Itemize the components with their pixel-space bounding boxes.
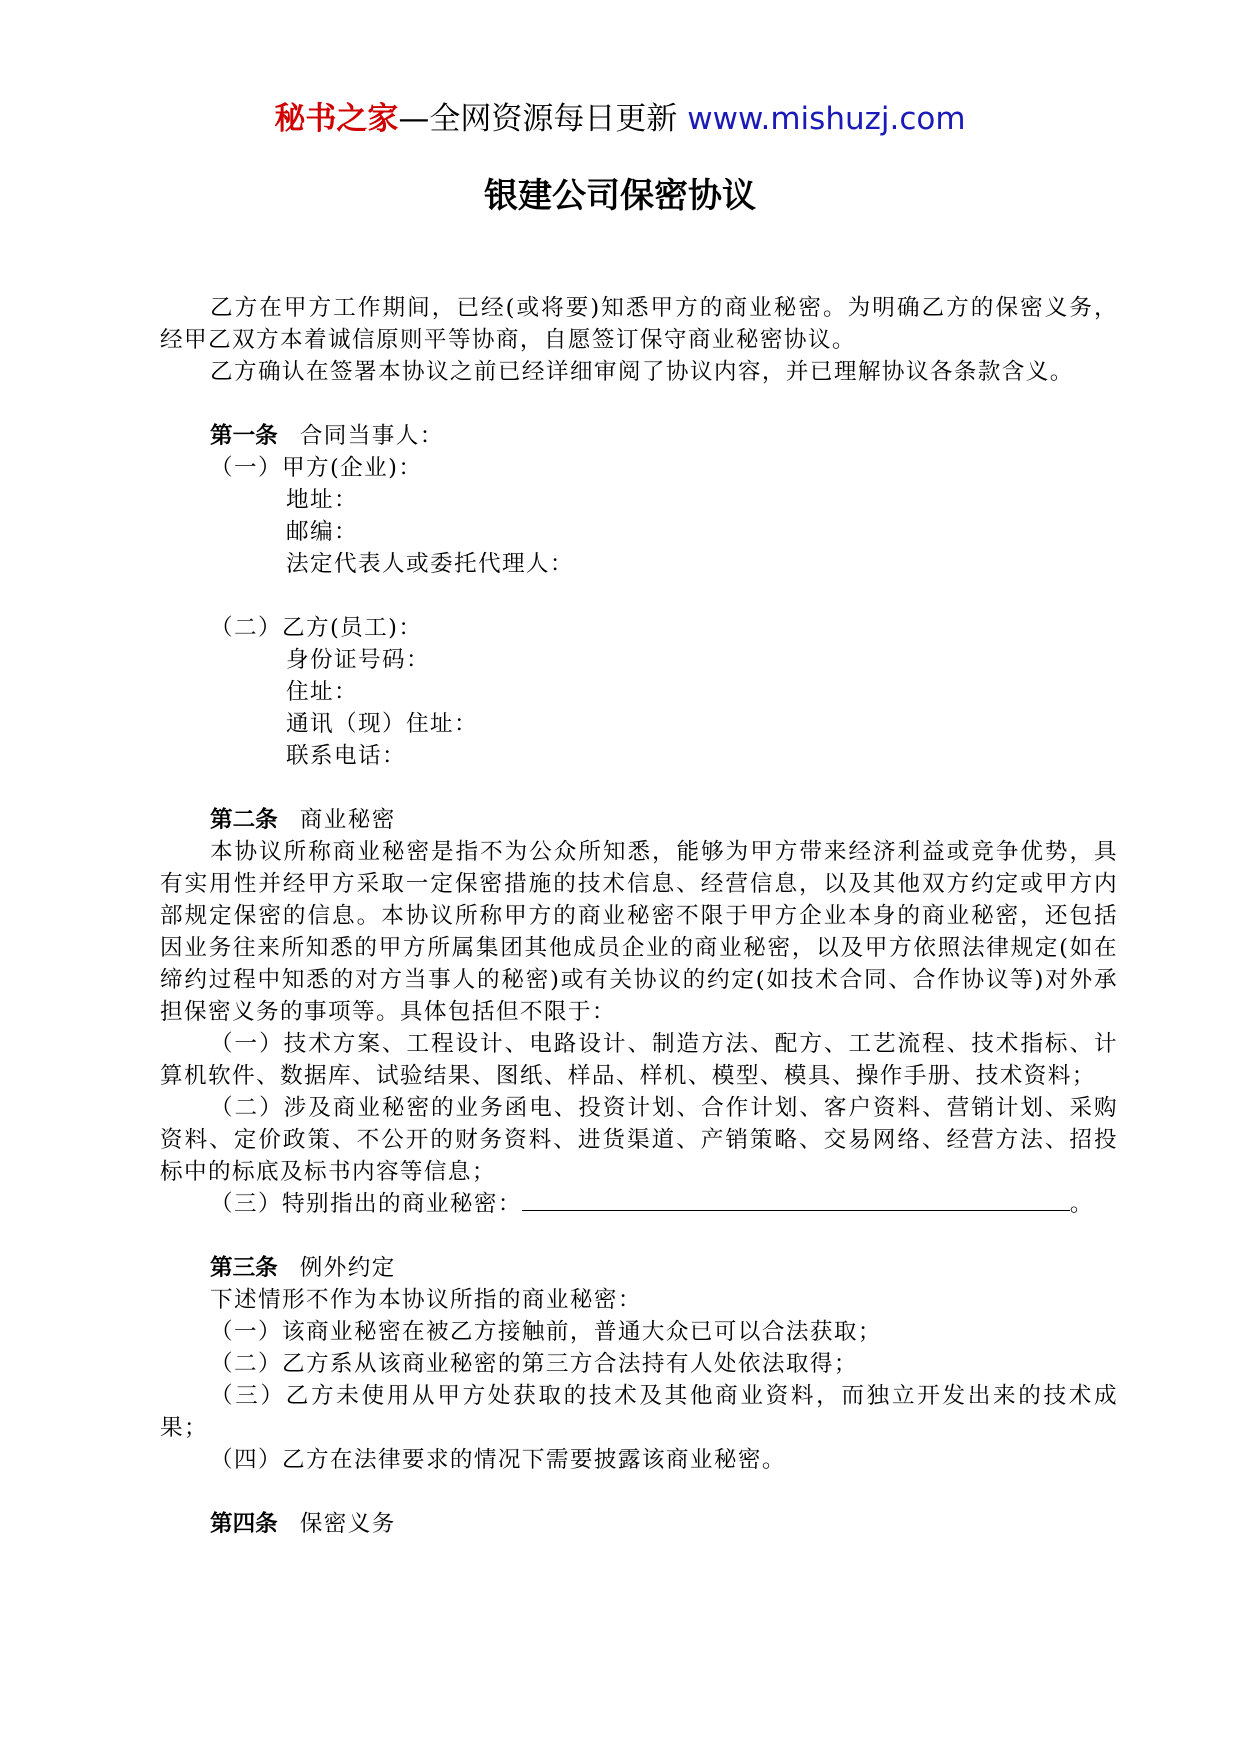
article-4-heading: [160, 1508, 1118, 1540]
article-3-item: （一）该商业秘密在被乙方接触前，普通大众已可以合法获取；: [210, 1319, 882, 1345]
article-3-item: （三）乙方未使用从甲方处获取的技术及其他商业资料，而独立开发出来的技术成果；: [160, 1383, 1118, 1441]
article-4-title: 保密义务: [299, 1511, 396, 1537]
article-3-item: （四）乙方在法律要求的情况下需要披露该商业秘密。: [210, 1447, 786, 1473]
header-tagline: —全网资源每日更新: [398, 101, 678, 137]
article-2-paragraph: 本协议所称商业秘密是指不为公众所知悉，能够为甲方带来经济利益或竞争优势，具有实用性并经甲方采取一定保密措施的技术信息、经营信息，以及其他双方约定或甲方内部规定保密的信息。本协议所称甲方的商业秘密不限于甲方企业本身的商业秘密，还包括因业务往来所知悉的甲方所属集团其他成员企业的商业秘密，以及甲方依照法律规定(如在缔约过程中知悉的对方当事人的秘密)或有关协议的约定(如技术合同、合作协议等)对外承担保密义务的事项等。具体包括但不限于：: [160, 839, 1118, 1025]
article-1-heading: [160, 420, 1118, 452]
party-b-id-field: 身份证号码：: [286, 647, 430, 673]
party-a-representative-field: 法定代表人或委托代理人：: [286, 551, 574, 577]
article-2-item-3: [160, 1188, 1118, 1220]
article-3-number: 第三条: [210, 1255, 278, 1281]
article-1-title: 合同当事人：: [299, 423, 444, 449]
intro-paragraph-2: 乙方确认在签署本协议之前已经详细审阅了协议内容，并已理解协议各条款含义。: [210, 359, 1074, 385]
article-3-heading: [160, 1252, 1118, 1284]
article-3-title: 例外约定: [299, 1255, 396, 1281]
party-a-postcode-field: 邮编：: [286, 519, 358, 545]
site-url-link[interactable]: www.mishuzj.com: [687, 101, 966, 137]
article-4-number: 第四条: [210, 1511, 278, 1537]
article-2-item-1: （一）技术方案、工程设计、电路设计、制造方法、配方、工艺流程、技术指标、计算机软件、数据库、试验结果、图纸、样品、样机、模型、模具、操作手册、技术资料；: [160, 1031, 1118, 1089]
party-b-phone-field: 联系电话：: [286, 743, 406, 769]
article-2-number: 第二条: [210, 807, 278, 833]
spacer: [160, 1476, 1118, 1508]
party-a-address-field: 地址：: [286, 487, 358, 513]
document-title: 银建公司保密协议: [484, 176, 756, 216]
spacer: [160, 388, 1118, 420]
party-b-current-address-field: 通讯（现）住址：: [286, 711, 478, 737]
article-1-number: 第一条: [210, 423, 278, 449]
party-b-label: （二）乙方(员工)：: [210, 615, 423, 641]
spacer: [160, 772, 1118, 804]
party-b-address-field: 住址：: [286, 679, 358, 705]
fill-in-blank-line: [522, 1188, 1070, 1211]
article-3-item: （二）乙方系从该商业秘密的第三方合法持有人处依法取得；: [210, 1351, 858, 1377]
article-2-item-2: （二）涉及商业秘密的业务函电、投资计划、合作计划、客户资料、营销计划、采购资料、定价政策、不公开的财务资料、进货渠道、产销策略、交易网络、经营方法、招投标中的标底及标书内容等信息；: [160, 1095, 1118, 1185]
intro-paragraph-1: 乙方在甲方工作期间，已经(或将要)知悉甲方的商业秘密。为明确乙方的保密义务，经甲乙双方本着诚信原则平等协商，自愿签订保守商业秘密协议。: [160, 295, 1118, 353]
site-header: [0, 98, 1240, 140]
spacer: [160, 1220, 1118, 1252]
brand-name: 秘书之家: [274, 101, 399, 137]
article-2-heading: [160, 804, 1118, 836]
document-body: [160, 292, 1118, 1540]
spacer: [160, 580, 1118, 612]
article-2-title: 商业秘密: [299, 807, 396, 833]
article-2-item-3-end: 。: [1069, 1191, 1094, 1217]
article-2-item-3-label: （三）特别指出的商业秘密：: [210, 1191, 522, 1217]
article-3-lead: 下述情形不作为本协议所指的商业秘密：: [210, 1287, 642, 1313]
party-a-label: （一）甲方(企业)：: [210, 455, 423, 481]
